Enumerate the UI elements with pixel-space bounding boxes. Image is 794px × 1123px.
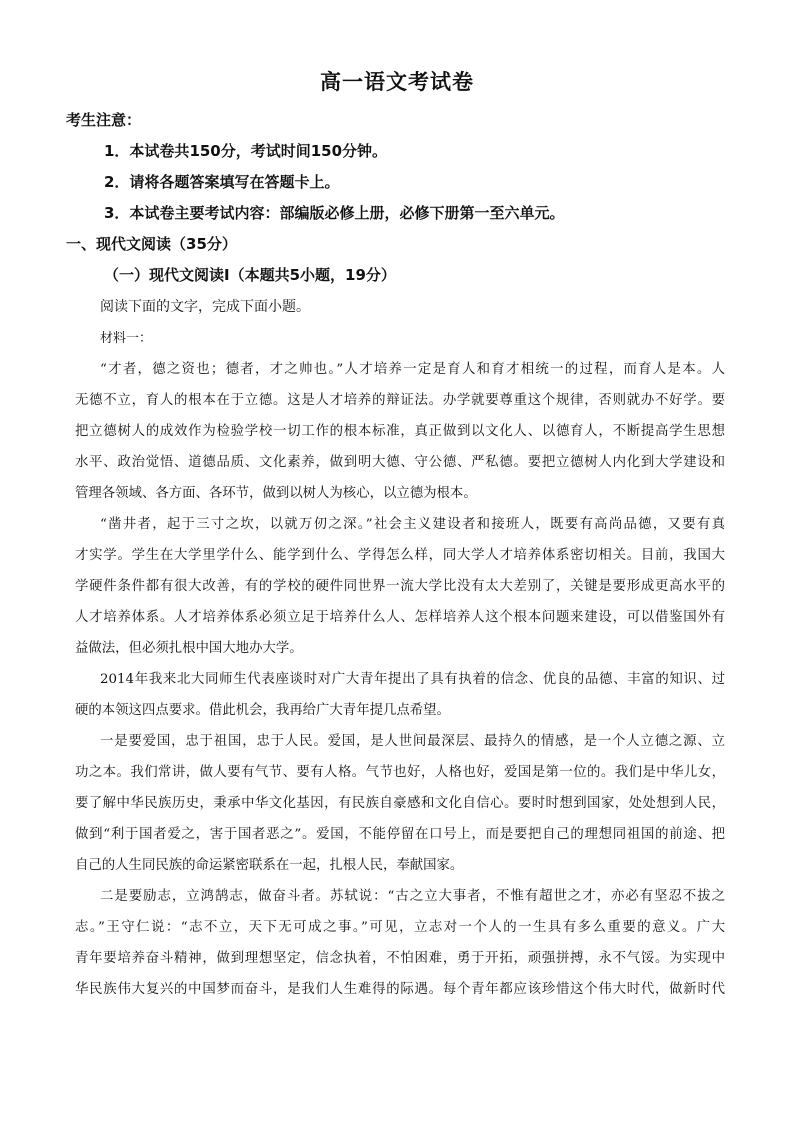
passage-line: 华民族伟大复兴的中国梦而奋斗，是我们人生难得的际遇。每个青年都应该珍惜这个伟大时代，做新时代 [75,982,725,997]
passage-line: 益做法，但必须扎根中国大地办大学。 [75,641,303,656]
passage-line: 硬的本领这四点要求。借此机会，我再给广大青年提几点希望。 [75,703,450,718]
passage-line: 做到“利于国者爱之，害于国者恶之”。爱国，不能停留在口号上，而是要把自己的理想同祖国的前途、把 [75,827,725,842]
passage-line: 二是要励志，立鸿鹄志，做奋斗者。苏轼说：“古之立大事者，不惟有超世之才，亦必有坚忍不拔之 [100,889,725,904]
passage-line: 人才培养体系。人才培养体系必须立足于培养什么人、怎样培养人这个根本问题来建设，可以借鉴国外有 [75,610,725,625]
passage-line: 管理各领域、各方面、各环节，做到以树人为核心，以立德为根本。 [75,486,477,501]
passage-line: 2014年我来北大同师生代表座谈时对广大青年提出了具有执着的信念、优良的品德、丰富的知识、过 [100,672,725,687]
passage-line: 要了解中华民族历史，秉承中华文化基因，有民族自豪感和文化自信心。要时时想到国家，处处想到人民， [75,796,725,811]
passage-line: “才者，德之资也；德者，才之帅也。”人才培养一定是育人和育才相统一的过程，而育人是本。人 [100,362,725,377]
passage-line: 学硬件条件都有很大改善，有的学校的硬件同世界一流大学比没有太大差别了，关键是要形成更高水平的 [75,579,725,594]
notice-item-2: 2．请将各题答案填写在答题卡上。 [104,173,340,191]
notice-heading: 考生注意： [66,111,142,129]
material-label: 材料一： [100,331,153,346]
passage-line: “凿井者，起于三寸之坎，以就万仞之深。”社会主义建设者和接班人，既要有高尚品德，又要有真 [100,517,725,532]
passage-line: 水平、政治觉悟、道德品质、文化素养，做到明大德、守公德、严私德。要把立德树人内化到大学建设和 [75,455,725,470]
passage-line: 才实学。学生在大学里学什么、能学到什么、学得怎么样，同大学人才培养体系密切相关。目前，我国大 [75,548,725,563]
instruction: 阅读下面的文字，完成下面小题。 [100,299,310,315]
notice-item-1: 1．本试卷共150分，考试时间150分钟。 [104,142,388,160]
exam-title: 高一语文考试卷 [320,70,474,94]
passage-line: 一是要爱国，忠于祖国，忠于人民。爱国，是人世间最深层、最持久的情感，是一个人立德之源、立 [100,734,725,749]
passage-line: 自己的人生同民族的命运紧密联系在一起，扎根人民，奉献国家。 [75,858,464,873]
subsection-heading: （一）现代文阅读Ⅰ（本题共5小题，19分） [104,266,396,284]
passage-line: 功之本。我们常讲，做人要有气节、要有人格。气节也好，人格也好，爱国是第一位的。我们是中华儿女， [75,765,725,780]
passage-line: 青年要培养奋斗精神，做到理想坚定，信念执着，不怕困难，勇于开拓，顽强拼搏，永不气馁。为实现中 [75,951,725,966]
passage-line: 把立德树人的成效作为检验学校一切工作的根本标准，真正做到以文化人、以德育人，不断提高学生思想 [75,424,725,439]
passage-line: 无德不立，育人的根本在于立德。这是人才培养的辩证法。办学就要尊重这个规律，否则就办不好学。要 [75,393,725,408]
section-heading: 一、现代文阅读（35分） [66,235,237,253]
notice-item-3: 3．本试卷主要考试内容：部编版必修上册，必修下册第一至六单元。 [104,204,565,222]
passage-line: 志。”王守仁说：“志不立，天下无可成之事。”可见，立志对一个人的一生具有多么重要的意义。广大 [75,920,725,935]
